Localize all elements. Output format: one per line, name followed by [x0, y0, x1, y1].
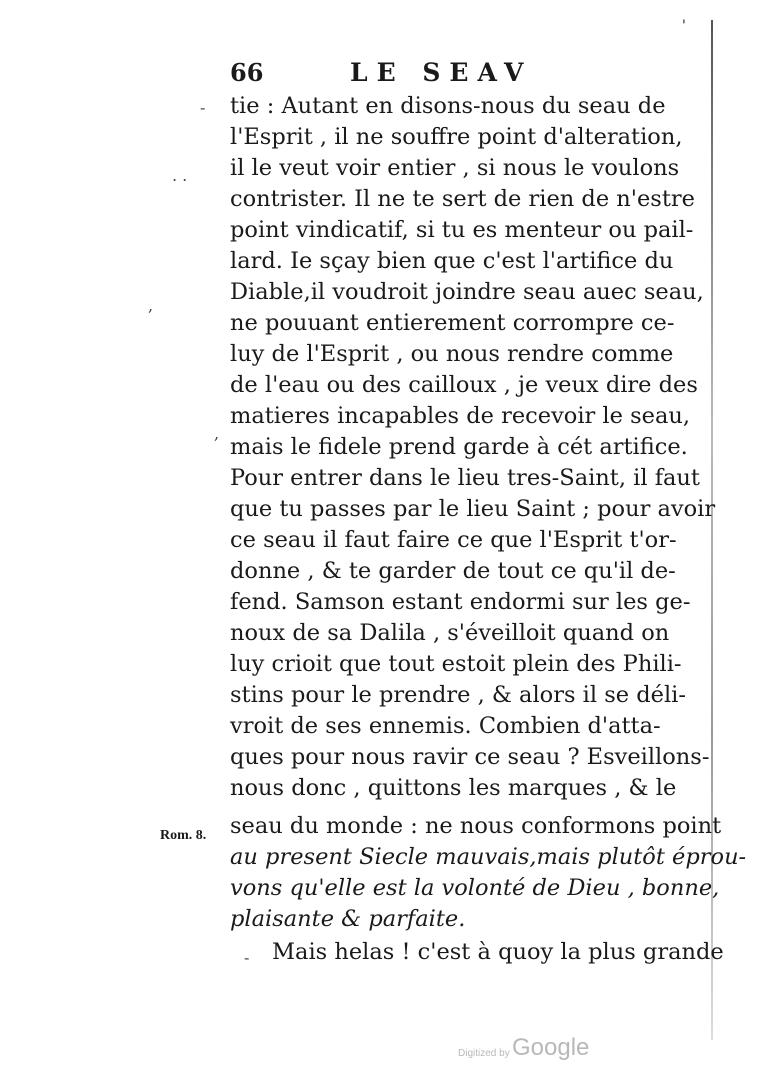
text-line: tie : Autant en disons-nous du seau de	[230, 93, 666, 119]
text-line: ce seau il faut faire ce que l'Esprit t'or-	[230, 527, 677, 553]
text-line: luy crioit que tout estoit plein des Phili-	[230, 651, 682, 677]
stray-mark: ,	[148, 296, 154, 315]
corner-mark: '	[682, 18, 686, 34]
text-line-italic: vons qu'elle est la volonté de Dieu , bonne,	[230, 875, 720, 901]
text-line: ques pour nous ravir ce seau ? Esveillons-	[230, 744, 710, 770]
stray-mark: ,	[214, 424, 220, 443]
text-line: luy de l'Esprit , ou nous rendre comme	[230, 341, 674, 367]
text-line: Diable,il voudroit joindre seau auec seau,	[230, 279, 704, 305]
text-line: de l'eau ou des cailloux , je veux dire des	[230, 372, 698, 398]
text-line: seau du monde : ne nous conformons point	[230, 813, 722, 839]
text-line: mais le fidele prend garde à cét artifice.	[230, 434, 688, 460]
text-line: Pour entrer dans le lieu tres-Saint, il faut	[230, 465, 700, 491]
google-logo: Google	[512, 1034, 590, 1061]
margin-note: Rom. 8.	[160, 828, 207, 843]
page-header	[230, 58, 700, 94]
text-line: il le veut voir entier , si nous le voulons	[230, 155, 680, 181]
digitized-label: Digitized by	[458, 1048, 510, 1059]
text-line: donne , & te garder de tout ce qu'il de-	[230, 558, 676, 584]
stray-mark: . .	[172, 166, 188, 185]
stray-mark: -	[244, 948, 250, 967]
text-line: stins pour le prendre , & alors il se déli-	[230, 682, 686, 708]
digitized-by-google-watermark	[458, 1034, 598, 1068]
running-head: LE SEAV	[350, 58, 533, 87]
text-line: nous donc , quittons les marques , & le	[230, 775, 677, 801]
text-line: ne pouuant entierement corrompre ce-	[230, 310, 675, 336]
text-line: matieres incapables de recevoir le seau,	[230, 403, 691, 429]
text-line: noux de sa Dalila , s'éveilloit quand on	[230, 620, 670, 646]
text-line: lard. Ie sçay bien que c'est l'artifice du	[230, 248, 674, 274]
page-number: 66	[230, 58, 264, 87]
stray-mark: -	[200, 98, 206, 117]
text-line: contrister. Il ne te sert de rien de n'estre	[230, 186, 695, 212]
text-line-italic: au present Siecle mauvais,mais plutôt éprou-	[230, 844, 747, 870]
text-line: fend. Samson estant endormi sur les ge-	[230, 589, 691, 615]
text-line: que tu passes par le lieu Saint ; pour avoir	[230, 496, 716, 522]
text-line: point vindicatif, si tu es menteur ou pail-	[230, 217, 694, 243]
text-line: l'Esprit , il ne souffre point d'alteration,	[230, 124, 683, 150]
text-line: Mais helas ! c'est à quoy la plus grande	[272, 939, 724, 965]
text-line: vroit de ses ennemis. Combien d'atta-	[230, 713, 661, 739]
text-line-italic: plaisante & parfaite.	[230, 906, 466, 932]
